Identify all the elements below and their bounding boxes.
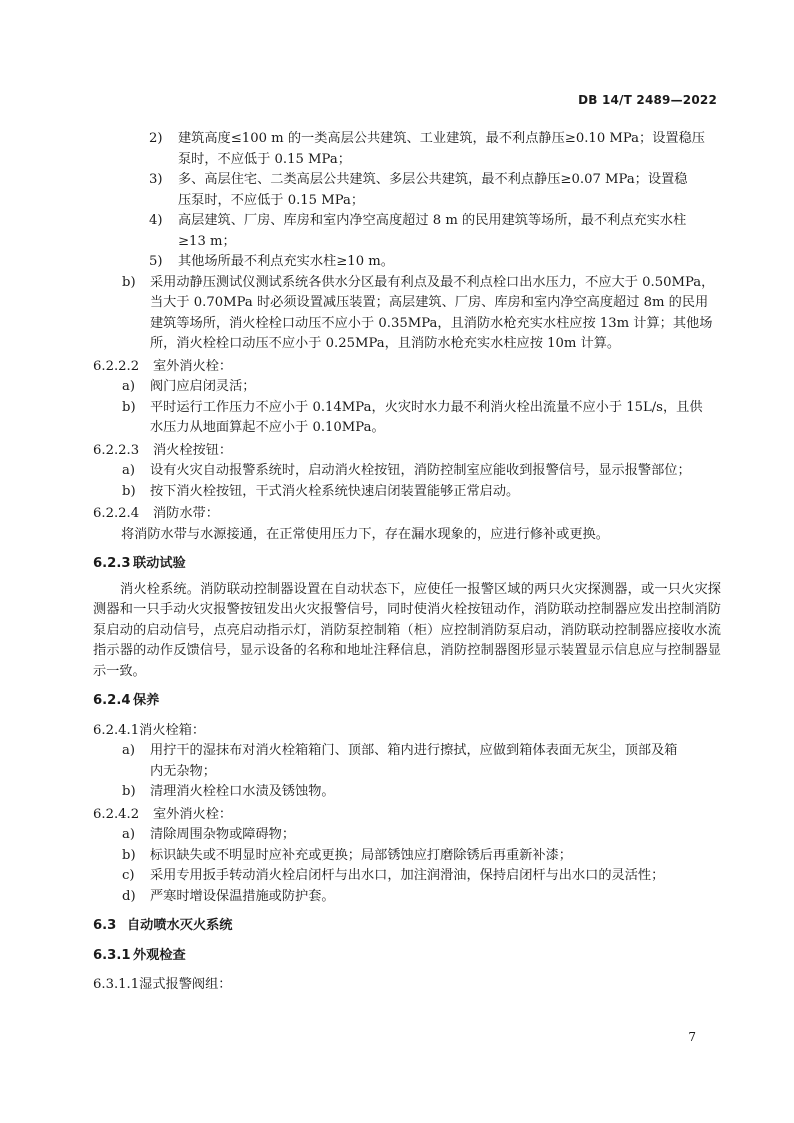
list-item: b) 采用动静压测试仪测试系统各供水分区最有利点及最不利点栓口出水压力，不应大于 0.50MPa， 当大于 0.70MPa 时必须设置减压装置；高层建筑、厂房、库房和室内净空高度超过 8m 的民用 建筑等场所，消火栓栓口动压不应小于 0.35MPa，且消防水枪充实水柱应按 13m 计算；其他场 所，消火栓栓口动压不应小于 0.25MPa，且消防水枪充实水柱应按 10m 计算。	[122, 274, 715, 351]
numbered-list: 2) 建筑高度≤100 m 的一类高层公共建筑、工业建筑，最不利点静压≥0.10 MPa；设置稳压 泵时，不应低于 0.15 MPa； 3) 多、高层住宅、二类高层公共建筑、多层公共建筑，最不利点静压≥0.07 MPa；设置稳 压泵时，不应低于 0.15 MPa； 4) 高层建筑、厂房、库房和室内净空高度超过 8 m 的民用建筑等场所，最不利点充实水柱 ≥13 m； 5) 其他场所最不利点充实水柱≥10 m。	[93, 129, 721, 273]
body-text: 将消防水带与水源接通，在正常使用压力下，存在漏水现象的，应进行修补或更换。	[121, 526, 609, 542]
section-heading-6224: 6.2.2.4 消防水带：	[93, 506, 219, 521]
section-heading-6242: 6.2.4.2 室外消火栓：	[93, 806, 233, 822]
section-heading-631: 6.3.1 外观检查	[93, 947, 186, 963]
section-heading-6311: 6.3.1.1湿式报警阀组：	[93, 977, 232, 993]
section-heading-623: 6.2.3 联动试验	[93, 556, 186, 571]
list-item: 4) 高层建筑、厂房、库房和室内净空高度超过 8 m 的民用建筑等场所，最不利点充实水柱	[149, 213, 687, 228]
page-number: 7	[688, 1030, 696, 1044]
list-item: 2) 建筑高度≤100 m 的一类高层公共建筑、工业建筑，最不利点静压≥0.10 MPa；设置稳压	[149, 131, 705, 146]
section-heading-624: 6.2.4 保养	[93, 693, 160, 709]
list-item: 3) 多、高层住宅、二类高层公共建筑、多层公共建筑，最不利点静压≥0.07 MPa；设置稳	[149, 172, 688, 187]
section-heading-6241: 6.2.4.1消火栓箱：	[93, 722, 206, 738]
section-heading-6222: 6.2.2.2 室外消火栓：	[93, 358, 233, 374]
document-code: DB 14/T 2489—2022	[578, 93, 717, 107]
section-heading-63: 6.3 自动喷水灭火系统	[93, 918, 233, 934]
body-paragraph: 消火栓系统。消防联动控制器设置在自动状态下，应使任一报警区域的两只火灾探测器，或一只火灾探测器和一只手动火灾报警按钮发出火灾报警信号，同时使消火栓按钮动作，消防联动控制器应发出控制消防泵启动的启动信号，点亮启动指示灯，消防泵控制箱（柜）应控制消防泵启动，消防联动控制器应接收水流指示器的动作反馈信号，显示设备的名称和地址注释信息，消防控制器图形显示装置显示信息应与控制器显示一致。	[93, 581, 721, 679]
page-content: 2) 建筑高度≤100 m 的一类高层公共建筑、工业建筑，最不利点静压≥0.10 MPa；设置稳压 泵时，不应低于 0.15 MPa； 3) 多、高层住宅、二类高层公共建筑、多层公共建筑，最不利点静压≥0.07 MPa；设置稳 压泵时，不应低于 0.15 MPa； 4) 高层建筑、厂房、库房和室内净空高度超过 8 m 的民用建筑等场所，最不利点充实水柱 ≥13 m； 5) 其他场所最不利点充实水柱≥10 m。 b) 采用动静压测试仪测试系统各供水分区最有利点及最不利点栓口出水压力，不应大于 0.50MPa， 当大于 0.70MPa 时必须设置减压装置；高层建筑、厂房、库房和室内净空高度超过 8m 的民用 建筑等场所，消火栓栓口动压不应小于 0.35MPa，且消防水枪充实水柱应按 13m 计算；其他场 所，消火栓栓口动压不应小于 0.25MPa，且消防水枪充实水柱应按 10m 计算。 6.2.2.2 室外消火栓： a) 阀门应启闭灵活； b) 平时运行工作压力不应小于 0.14MPa，火灾时水力最不利消火栓出流量不应小于 15L/s，且供 水压力从地面算起不应小于 0.10MPa。 6.2.2.3 消火栓按钮： a) 设有火灾自动报警系统时，启动消火栓按钮，消防控制室应能收到报警信号，显示报警部位； b) 按下消火栓按钮，干式消火栓系统快速启闭装置能够正常启动。 6.2.2.4 消防水带： 将消防水带与水源接通，在正常使用压力下，存在漏水现象的，应进行修补或更换。 6.2.3 联动试验 消火栓系统。消防联动控制器设置在自动状态下，应使任一报警区域的两只火灾探测器，或一只火灾探测器和一只手动火灾报警按钮发出火灾报警信号，同时使消火栓按钮动作，消防联动控制器应发出控制消防泵启动的启动信号，点亮启动指示灯，消防泵控制箱（柜）应控制消防泵启动，消防联动控制器应接收水流指示器的动作反馈信号，显示设备的名称和地址注释信息，消防控制器图形显示装置显示信息应与控制器显示一致。 6.2.4 保养 6.2.4.1消火栓箱： a) 用拧干的湿抹布对消火栓箱箱门、顶部、箱内进行擦拭，应做到箱体表面无灰尘，顶部及箱 内无杂物； b) 清理消火栓栓口水渍及锈蚀物。 6.2.4.2 室外消火栓： a) 清除周围杂物或障碍物； b) 标识缺失或不明显时应补充或更换；局部锈蚀应打磨除锈后再重新补漆； c) 采用专用扳手转动消火栓启闭杆与出水口，加注润滑油，保持启闭杆与出水口的灵活性； d) 严寒时增设保温措施或防护套。 6.3 自动喷水灭火系统 6.3.1 外观检查 6.3.1.1湿式报警阀组：	[93, 129, 721, 996]
list-item: 5) 其他场所最不利点充实水柱≥10 m。	[149, 254, 394, 269]
section-heading-6223: 6.2.2.3 消火栓按钮：	[93, 442, 233, 458]
